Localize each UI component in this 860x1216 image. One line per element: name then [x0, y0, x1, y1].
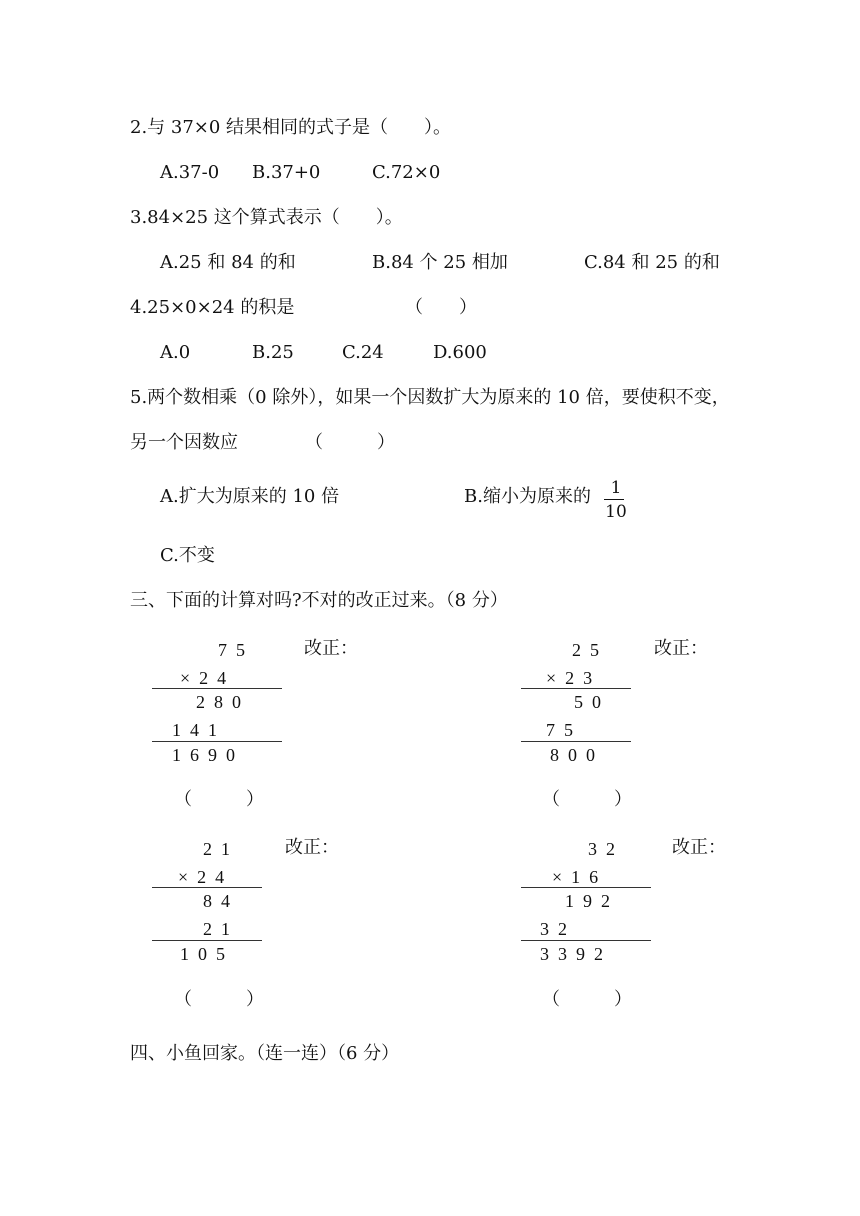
q3-option-b: B.84 个 25 相加 [372, 252, 508, 273]
calc-rule [152, 741, 282, 742]
q5-stem-line1: 5.两个数相乘（0 除外），如果一个因数扩大为原来的 10 倍，要使积不变， [130, 387, 730, 408]
q3-option-a: A.25 和 84 的和 [160, 252, 296, 273]
calc-partial-2: 141 [172, 720, 226, 740]
fix-label: 改正： [285, 837, 339, 858]
fraction-bar [604, 499, 624, 500]
q3-stem: 3.84×25 这个算式表示（ ）。 [130, 207, 403, 228]
fix-label: 改正： [304, 638, 358, 659]
q4-stem: 4.25×0×24 的积是 [130, 297, 295, 318]
calc-rule [521, 741, 631, 742]
calc-multiplicand: 32 [588, 839, 624, 859]
calc-answer-paren: （ ） [174, 789, 264, 810]
q3-option-c: C.84 和 25 的和 [584, 252, 720, 273]
q5-answer-paren: （ ） [305, 432, 395, 453]
calc-multiplier: ×24 [178, 867, 234, 887]
q5-option-c: C.不变 [160, 545, 215, 566]
fix-label: 改正： [672, 837, 726, 858]
calc-multiplicand: 75 [218, 640, 254, 660]
q2-option-b: B.37+0 [252, 162, 321, 183]
calc-partial-1: 280 [196, 692, 250, 712]
calc-rule [152, 940, 262, 941]
q2-stem: 2.与 37×0 结果相同的式子是（ ）。 [130, 117, 452, 138]
calc-rule [152, 688, 282, 689]
calc-multiplicand: 21 [203, 839, 239, 859]
calc-rule [152, 887, 262, 888]
calc-partial-2: 21 [203, 919, 239, 939]
calc-result: 1690 [172, 745, 244, 765]
q5-option-b: B.缩小为原来的 [464, 486, 591, 507]
calc-partial-2: 32 [540, 919, 576, 939]
calc-multiplier: ×16 [552, 867, 608, 887]
calc-result: 3392 [540, 944, 612, 964]
q2-option-a: A.37-0 [160, 162, 220, 183]
q4-option-d: D.600 [433, 342, 487, 363]
calc-partial-1: 192 [565, 891, 619, 911]
calc-partial-1: 50 [574, 692, 610, 712]
q4-option-c: C.24 [342, 342, 384, 363]
q4-answer-paren: （ ） [405, 297, 477, 318]
calc-rule [521, 887, 651, 888]
calc-multiplier: ×23 [546, 668, 602, 688]
q5-stem-line2: 另一个因数应 [130, 432, 238, 453]
q4-option-a: A.0 [160, 342, 191, 363]
calc-answer-paren: （ ） [542, 789, 632, 810]
calc-partial-2: 75 [546, 720, 582, 740]
calc-answer-paren: （ ） [542, 989, 632, 1010]
calc-multiplicand: 25 [572, 640, 608, 660]
calc-result: 105 [180, 944, 234, 964]
section4-heading: 四、小鱼回家。（连一连）（6 分） [130, 1043, 400, 1064]
q5-option-a: A.扩大为原来的 10 倍 [160, 486, 340, 507]
calc-partial-1: 84 [203, 891, 239, 911]
section3-heading: 三、下面的计算对吗?不对的改正过来。（8 分） [130, 590, 508, 611]
calc-result: 800 [550, 745, 604, 765]
calc-rule [521, 688, 631, 689]
fraction-numerator: 1 [610, 478, 622, 498]
calc-rule [521, 940, 651, 941]
calc-multiplier: ×24 [180, 668, 236, 688]
fraction-denominator: 10 [605, 502, 627, 522]
q4-option-b: B.25 [252, 342, 294, 363]
fix-label: 改正： [654, 638, 708, 659]
q2-option-c: C.72×0 [372, 162, 441, 183]
calc-answer-paren: （ ） [174, 989, 264, 1010]
